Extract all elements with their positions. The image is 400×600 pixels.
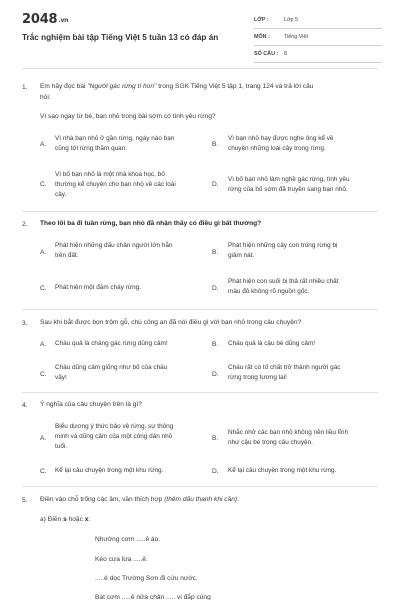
prompt-text: :	[237, 496, 239, 503]
option-line: rừng trong tương lai!	[228, 374, 287, 381]
meta-info	[254, 14, 382, 65]
option-line: Phát hiện những cây con trong rừng bị	[228, 242, 338, 249]
option-letter: C.	[40, 371, 47, 378]
question-intro	[40, 82, 313, 92]
option-line: Phát hiện một đám cháy rừng.	[55, 284, 141, 291]
logo-suffix: .vn	[58, 17, 69, 24]
option-letter: D.	[212, 468, 219, 475]
option-a[interactable]	[55, 134, 174, 154]
intro-text: Em hãy đọc bài	[40, 83, 88, 90]
option-line: màu đỏ không rõ nguồn gốc.	[228, 288, 310, 295]
option-letter: A.	[40, 249, 47, 256]
option-letter: B.	[212, 249, 219, 256]
meta-key: LỚP :	[254, 17, 269, 23]
sub-question	[40, 515, 90, 525]
option-c[interactable]	[55, 170, 176, 200]
fill-line: Bát cơm .....ẻ nửa chân ..... vi đắp cùng	[95, 594, 211, 600]
question-number: 3.	[22, 320, 28, 327]
option-letter: A.	[40, 435, 47, 442]
option-a[interactable]	[55, 422, 173, 452]
sub-bold: s	[63, 516, 67, 523]
option-line: cũng tới rừng thăm quan.	[55, 145, 128, 152]
divider	[22, 392, 378, 393]
option-d[interactable]	[228, 466, 336, 476]
divider	[22, 68, 378, 69]
option-c[interactable]	[55, 363, 167, 383]
option-letter: C.	[40, 285, 47, 292]
option-a[interactable]	[55, 241, 173, 261]
option-d[interactable]	[228, 277, 339, 297]
option-line: Cháu dũng cảm giống như bố của cháu	[55, 364, 168, 371]
sub-text: :	[88, 516, 91, 523]
option-a[interactable]	[55, 339, 168, 349]
meta-key: MÔN :	[254, 34, 270, 40]
fill-line: Nhường cơm .....ẻ áo.	[95, 536, 161, 543]
sub-text: hoặc	[66, 516, 85, 523]
intro-italic: "Người gác rừng tí hon"	[87, 83, 157, 90]
question-prompt	[40, 495, 239, 505]
option-letter: A.	[40, 141, 47, 148]
option-b[interactable]	[228, 241, 337, 261]
option-letter: D.	[212, 371, 219, 378]
option-b[interactable]	[228, 339, 315, 349]
option-line: Phát hiện những dấu chân người lớn hằn	[55, 242, 173, 249]
fill-line: Kéo cưa lừa .....ẻ.	[95, 556, 148, 563]
option-c[interactable]	[55, 466, 163, 476]
question-prompt: Sau khi bắt được bọn trộm gỗ, chú công an đã nói điều gì với bạn nhỏ trong câu chuyện?	[40, 319, 302, 326]
option-line: Vì bố bạn nhỏ làm nghề gác rừng, tình yêu	[228, 176, 350, 183]
question-number: 5.	[22, 497, 28, 504]
site-logo[interactable]	[22, 12, 68, 27]
sub-text: a) Điền	[40, 516, 64, 523]
option-line: thường kể chuyện cho bạn nhỏ về các loài	[55, 181, 176, 188]
option-line: trên đất.	[55, 252, 79, 259]
meta-subject-row	[254, 31, 382, 46]
option-line: Nhắc nhở các bạn nhỏ không nên liều lĩnh	[228, 429, 349, 436]
option-line: giảm nát.	[228, 252, 255, 259]
option-d[interactable]	[228, 175, 350, 195]
option-line: Vì bạn nhỏ hay được nghe ông kể về	[228, 135, 334, 142]
meta-count-row	[254, 48, 382, 63]
option-line: rừng của bố sớm đã truyền sang bạn nhỏ.	[228, 186, 348, 193]
option-line: Cháu rất có tố chất trở thành người gác	[228, 364, 341, 371]
option-line: minh và dũng cảm của một công dân nhỏ	[55, 433, 173, 440]
question-number: 2.	[22, 221, 28, 228]
meta-value: Tiếng Việt	[284, 34, 308, 40]
option-letter: B.	[212, 341, 219, 348]
option-line: vậy!	[55, 374, 67, 381]
option-line: Phát hiện con suối bị thả rất nhiều chất	[228, 278, 339, 285]
sub-bold: x	[84, 516, 89, 523]
meta-key: SỐ CÂU :	[254, 51, 279, 57]
logo-text: 2048	[22, 12, 58, 27]
option-b[interactable]	[228, 428, 348, 448]
meta-class-row	[254, 14, 382, 29]
question-number: 1.	[22, 84, 28, 91]
question-prompt: Ý nghĩa của câu chuyện trên là gì?	[40, 401, 142, 408]
option-line: Biểu dương ý thức bảo vệ rừng, sự thông	[55, 423, 174, 430]
document-header	[0, 0, 400, 68]
question-number: 4.	[22, 402, 28, 409]
divider	[22, 309, 378, 310]
divider	[22, 486, 378, 487]
fill-line: .....ẻ dọc Trường Sơn đi cứu nước.	[95, 575, 198, 582]
option-line: Cháu quả là chàng gác rừng dũng cảm!	[55, 340, 168, 347]
option-b[interactable]	[228, 134, 333, 154]
option-d[interactable]	[228, 363, 341, 383]
question-prompt: Vì sao ngay từ bé, bạn nhỏ trong bài sớm có tình yêu rừng?	[40, 113, 216, 120]
prompt-text: Điền vào chỗ trống các âm, vần thích hợp	[40, 496, 165, 503]
option-letter: D.	[212, 285, 219, 292]
option-letter: B.	[212, 435, 219, 442]
intro-text: trong SGK Tiếng Việt 5 tập 1, trang 124 và trả lời câu	[156, 83, 314, 90]
option-letter: D.	[212, 181, 219, 188]
option-line: Kể lại câu chuyện trong một khu rừng.	[228, 467, 337, 474]
option-line: chuyện những loài cây trong rừng.	[228, 145, 326, 152]
option-line: Vì bố bạn nhỏ là một nhà khoa học, bố	[55, 171, 165, 178]
divider	[22, 211, 378, 212]
option-letter: B.	[212, 141, 219, 148]
prompt-italic: (thêm dấu thanh khi cần)	[164, 496, 238, 503]
option-line: Vì nhà bạn nhỏ ở gần rừng, ngày nào bạn	[55, 135, 175, 142]
option-line: cây.	[55, 191, 67, 198]
option-letter: C.	[40, 468, 47, 475]
option-line: Cháu quả là cậu bé dũng cảm!	[228, 340, 316, 347]
option-line: tuổi.	[55, 443, 68, 450]
question-prompt: Theo lối ba đi tuần rừng, bạn nhỏ đã nhận thấy có điều gì bất thường?	[40, 220, 262, 227]
option-letter: C.	[40, 181, 47, 188]
meta-value: 8	[284, 51, 287, 57]
option-letter: A.	[40, 341, 47, 348]
option-c[interactable]	[55, 283, 141, 293]
option-line: Kể lại câu chuyện trong một khu rừng.	[55, 467, 164, 474]
question-intro-cont: hỏi:	[40, 94, 51, 101]
meta-value: Lớp 5	[284, 17, 299, 23]
page-title: Trắc nghiệm bài tập Tiếng Việt 5 tuần 13 có đáp án	[22, 33, 219, 42]
option-line: như cậu bé trong câu chuyện.	[228, 439, 313, 446]
